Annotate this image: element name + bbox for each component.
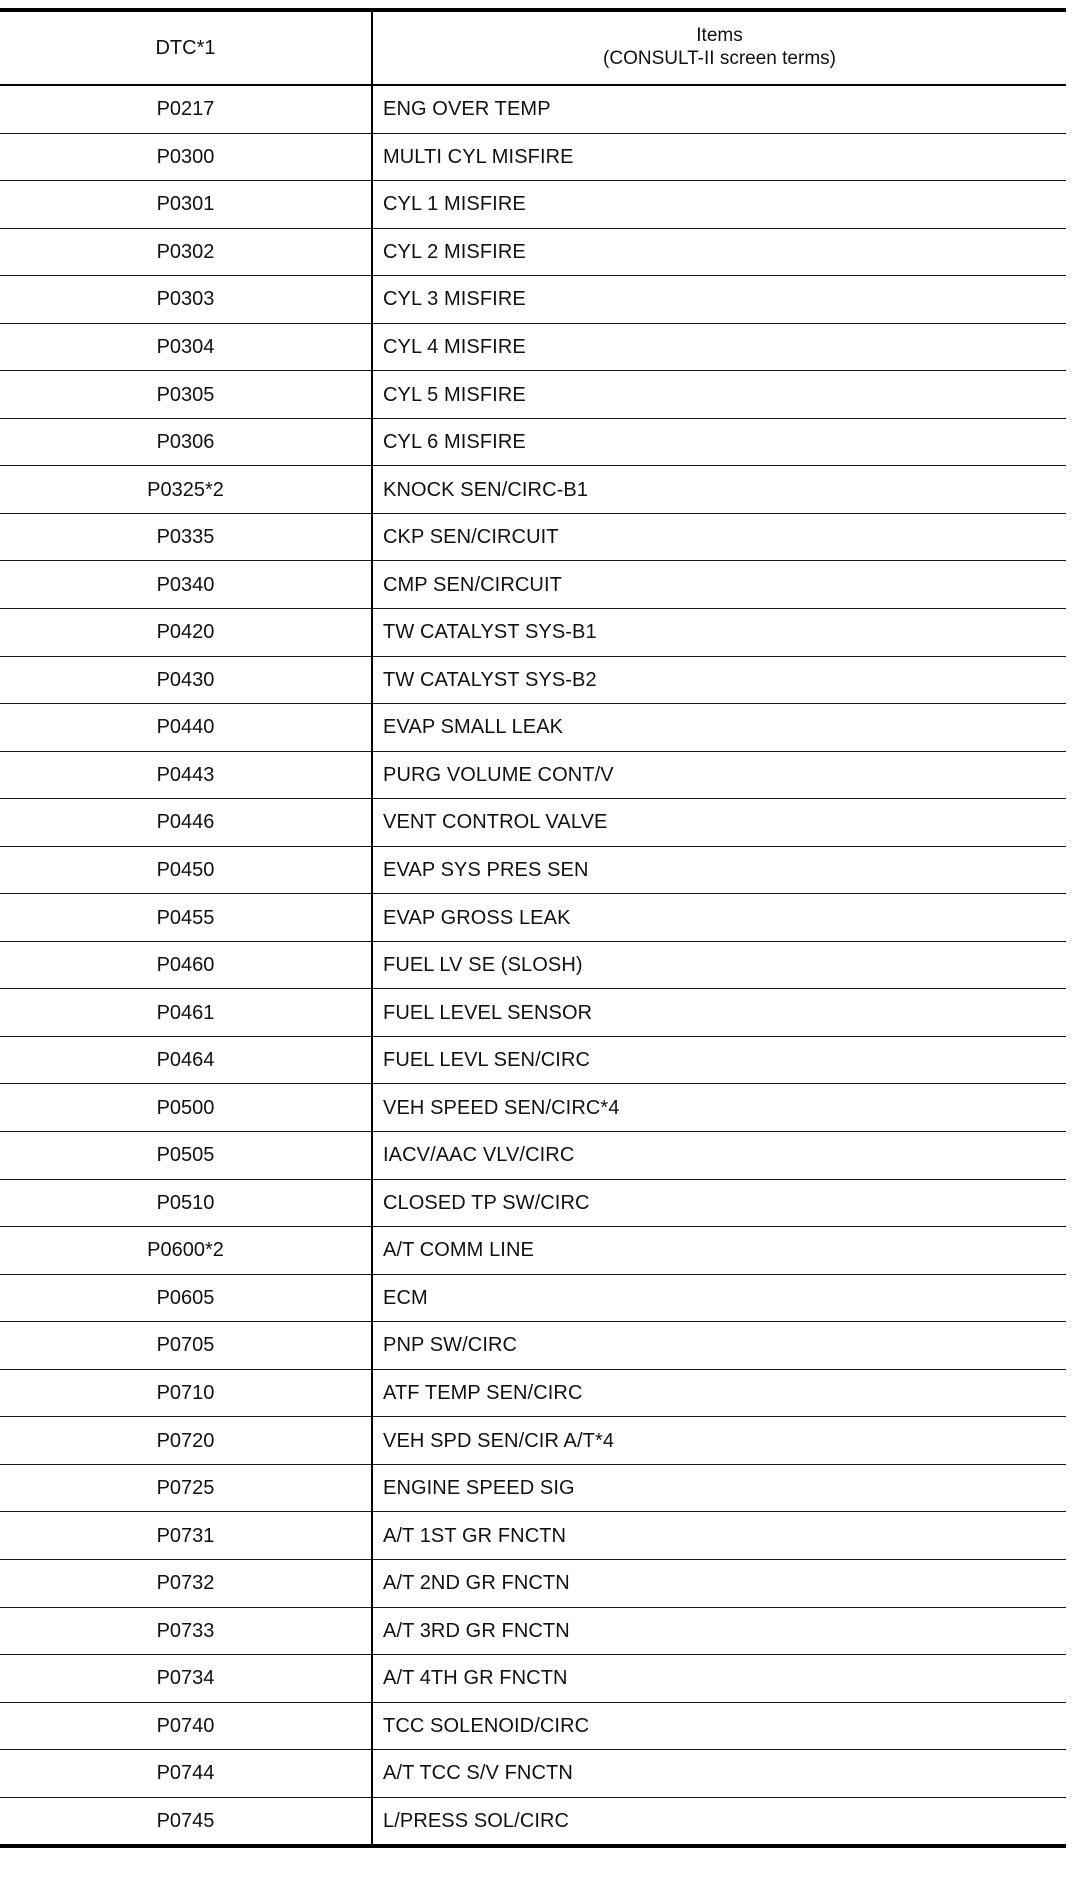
item-name-cell: EVAP GROSS LEAK <box>372 894 1066 942</box>
item-name-cell: ENGINE SPEED SIG <box>372 1464 1066 1512</box>
item-name-cell: ECM <box>372 1274 1066 1322</box>
table-row <box>0 133 1066 181</box>
item-name-cell: EVAP SMALL LEAK <box>372 704 1066 752</box>
item-name-cell: CMP SEN/CIRCUIT <box>372 561 1066 609</box>
table-row <box>0 85 1066 133</box>
table-row <box>0 941 1066 989</box>
table-row <box>0 1036 1066 1084</box>
dtc-code-cell: P0335 <box>0 513 372 561</box>
dtc-code-cell: P0420 <box>0 609 372 657</box>
dtc-code-cell: P0732 <box>0 1559 372 1607</box>
table-row <box>0 1702 1066 1750</box>
item-name-cell: PNP SW/CIRC <box>372 1322 1066 1370</box>
table-row <box>0 1132 1066 1180</box>
item-name-cell: FUEL LV SE (SLOSH) <box>372 941 1066 989</box>
item-name-cell: VEH SPEED SEN/CIRC*4 <box>372 1084 1066 1132</box>
item-name-cell: CKP SEN/CIRCUIT <box>372 513 1066 561</box>
dtc-code-cell: P0443 <box>0 751 372 799</box>
table-row <box>0 228 1066 276</box>
item-name-cell: CYL 5 MISFIRE <box>372 371 1066 419</box>
dtc-code-cell: P0605 <box>0 1274 372 1322</box>
item-name-cell: EVAP SYS PRES SEN <box>372 846 1066 894</box>
dtc-code-cell: P0302 <box>0 228 372 276</box>
table-row <box>0 1464 1066 1512</box>
item-name-cell: A/T TCC S/V FNCTN <box>372 1750 1066 1798</box>
table-header <box>0 10 1066 85</box>
table-row <box>0 1084 1066 1132</box>
dtc-code-cell: P0455 <box>0 894 372 942</box>
item-name-cell: A/T 1ST GR FNCTN <box>372 1512 1066 1560</box>
dtc-table <box>0 8 1066 1848</box>
item-name-cell: L/PRESS SOL/CIRC <box>383 1809 570 1832</box>
dtc-code-cell: P0450 <box>0 846 372 894</box>
dtc-code-cell: P0733 <box>0 1607 372 1655</box>
dtc-table-container <box>0 8 1066 1848</box>
dtc-code-cell: P0430 <box>0 656 372 704</box>
table-row <box>0 846 1066 894</box>
items-column-header <box>372 10 1066 85</box>
table-row <box>0 989 1066 1037</box>
table-row <box>0 1274 1066 1322</box>
dtc-code-cell: P0500 <box>0 1084 372 1132</box>
table-row <box>0 513 1066 561</box>
table-row <box>0 181 1066 229</box>
table-row <box>0 1797 1066 1846</box>
dtc-code-cell: P0731 <box>0 1512 372 1560</box>
table-row <box>0 799 1066 847</box>
item-name-cell: CYL 2 MISFIRE <box>372 228 1066 276</box>
item-name-cell: ENG OVER TEMP <box>372 85 1066 133</box>
header-row <box>0 10 1066 85</box>
table-row <box>0 894 1066 942</box>
dtc-code-cell: P0460 <box>0 941 372 989</box>
table-row <box>0 323 1066 371</box>
item-name-cell: CYL 6 MISFIRE <box>372 418 1066 466</box>
table-row <box>0 418 1066 466</box>
dtc-code-cell: P0740 <box>0 1702 372 1750</box>
dtc-code-cell: P0304 <box>0 323 372 371</box>
table-row <box>0 1227 1066 1275</box>
item-name-cell: FUEL LEVL SEN/CIRC <box>372 1036 1066 1084</box>
table-row <box>0 371 1066 419</box>
dtc-code-cell: P0744 <box>0 1750 372 1798</box>
item-name-cell: CYL 4 MISFIRE <box>372 323 1066 371</box>
dtc-code-cell: P0720 <box>0 1417 372 1465</box>
dtc-code-cell: P0301 <box>0 181 372 229</box>
item-name-cell: PURG VOLUME CONT/V <box>372 751 1066 799</box>
table-row <box>0 609 1066 657</box>
dtc-code-cell: P0440 <box>0 704 372 752</box>
table-row <box>0 1322 1066 1370</box>
item-name-cell: TW CATALYST SYS-B1 <box>372 609 1066 657</box>
dtc-code-cell: P0505 <box>0 1132 372 1180</box>
table-body <box>0 85 1066 1846</box>
item-name-cell: A/T COMM LINE <box>372 1227 1066 1275</box>
items-header-subtitle: (CONSULT-II screen terms) <box>603 48 836 69</box>
item-name-cell: CYL 1 MISFIRE <box>372 181 1066 229</box>
table-row <box>0 1559 1066 1607</box>
item-name-cell: VENT CONTROL VALVE <box>372 799 1066 847</box>
table-row <box>0 704 1066 752</box>
table-row <box>0 1179 1066 1227</box>
table-row <box>0 1369 1066 1417</box>
dtc-code-cell: P0461 <box>0 989 372 1037</box>
item-name-cell: KNOCK SEN/CIRC-B1 <box>372 466 1066 514</box>
item-name-cell: TW CATALYST SYS-B2 <box>372 656 1066 704</box>
dtc-code-cell: P0325*2 <box>0 466 372 514</box>
item-name-cell: ATF TEMP SEN/CIRC <box>372 1369 1066 1417</box>
table-row <box>0 1607 1066 1655</box>
dtc-code-cell: P0306 <box>0 418 372 466</box>
table-row <box>0 751 1066 799</box>
table-row <box>0 656 1066 704</box>
dtc-code-cell: P0464 <box>0 1036 372 1084</box>
table-row <box>0 1417 1066 1465</box>
table-row <box>0 1750 1066 1798</box>
dtc-code-cell: P0725 <box>0 1464 372 1512</box>
dtc-code-cell: P0446 <box>0 799 372 847</box>
table-row <box>0 1655 1066 1703</box>
items-header-title: Items <box>696 25 743 47</box>
table-row <box>0 276 1066 324</box>
item-name-cell: A/T 2ND GR FNCTN <box>372 1559 1066 1607</box>
item-name-cell: CYL 3 MISFIRE <box>372 276 1066 324</box>
dtc-code-cell: P0305 <box>0 371 372 419</box>
dtc-column-header: DTC*1 <box>0 10 372 85</box>
table-row <box>0 466 1066 514</box>
item-name-cell: IACV/AAC VLV/CIRC <box>372 1132 1066 1180</box>
item-name-cell: TCC SOLENOID/CIRC <box>372 1702 1066 1750</box>
dtc-code-cell: P0705 <box>0 1322 372 1370</box>
dtc-code-cell: P0600*2 <box>0 1227 372 1275</box>
dtc-code-cell: P0340 <box>0 561 372 609</box>
dtc-code-cell: P0510 <box>0 1179 372 1227</box>
dtc-code-cell: P0217 <box>0 85 372 133</box>
item-name-cell: VEH SPD SEN/CIR A/T*4 <box>372 1417 1066 1465</box>
item-name-cell: FUEL LEVEL SENSOR <box>372 989 1066 1037</box>
dtc-code-cell: P0745 <box>0 1797 372 1846</box>
table-row <box>0 1512 1066 1560</box>
table-row <box>0 561 1066 609</box>
dtc-code-cell: P0734 <box>0 1655 372 1703</box>
dtc-code-cell: P0303 <box>0 276 372 324</box>
dtc-code-cell: P0710 <box>0 1369 372 1417</box>
item-name-cell: CLOSED TP SW/CIRC <box>372 1179 1066 1227</box>
item-name-cell: A/T 3RD GR FNCTN <box>372 1607 1066 1655</box>
dtc-code-cell: P0300 <box>0 133 372 181</box>
item-name-cell: MULTI CYL MISFIRE <box>372 133 1066 181</box>
item-name-cell: A/T 4TH GR FNCTN <box>372 1655 1066 1703</box>
